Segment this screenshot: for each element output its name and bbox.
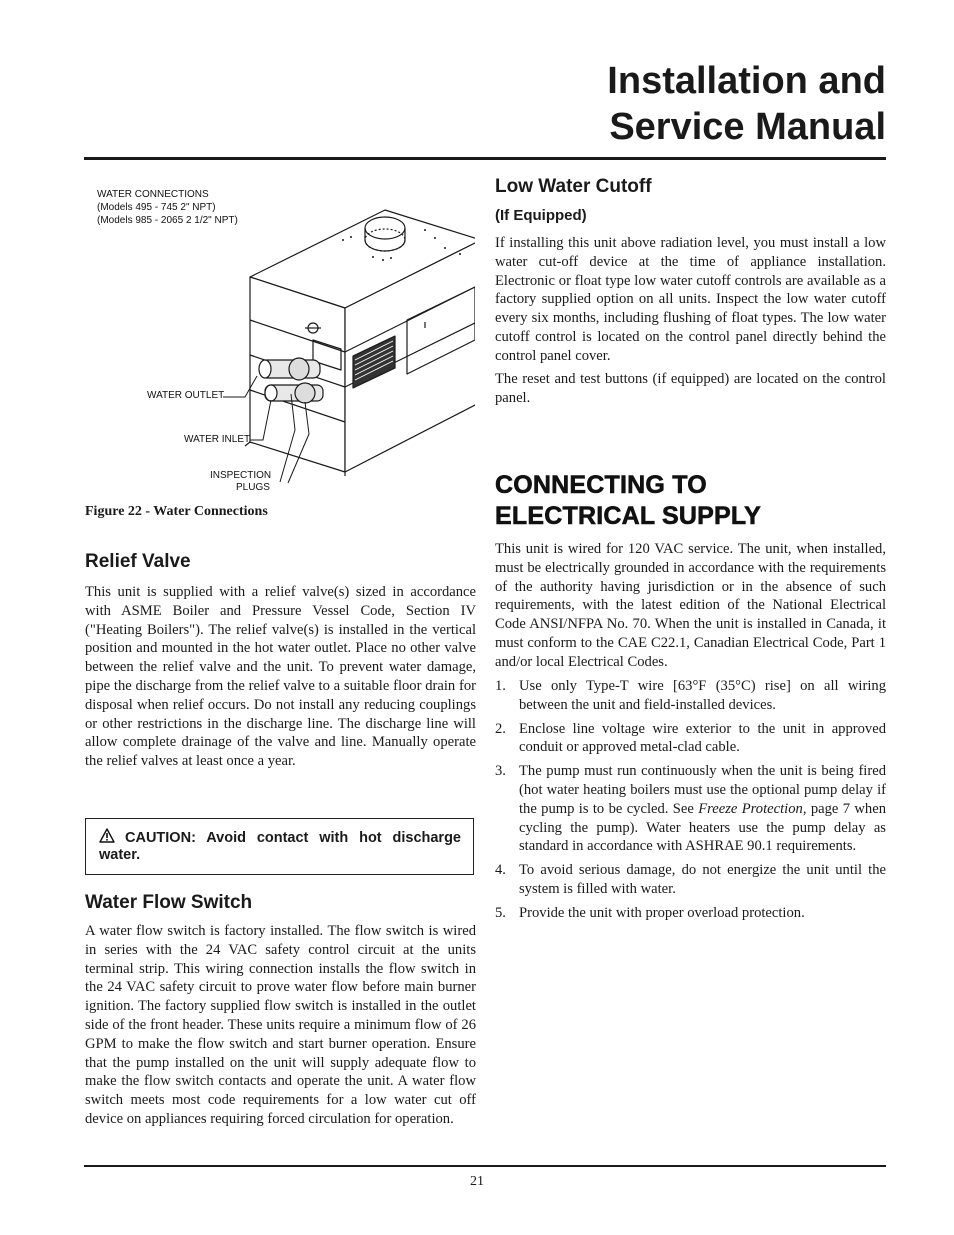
low-water-cutoff-body-1: If installing this unit above radiation level, you must install a low water cut-off device at the time of appliance installation. Electronic or float type low water cutoff controls are available as a factory supplied option on all units. Inspect the low water cutoff every six months, including flushing of float types. The low water cutoff control is located on the control panel directly behind the control panel cover.: [495, 235, 886, 364]
figure-caption: Figure 22 - Water Connections: [85, 504, 268, 519]
water-flow-switch-body: A water flow switch is factory installed. The flow switch is wired in series with the 24 VAC safety control circuit at the units terminal strip. This wiring connection installs the flow switch in the 24 VAC safety circuit to prove water flow before main burner ignition. The factory supplied flow switch is installed in the outlet side of the front header. These units require a minimum flow of 26 GPM to make the flow switch and start burner operation. Ensure that the pump installed on the unit will supply adequate flow to make the flow switch contacts and operate the unit. A water flow switch meets most code requirements for a low water cut off device on appliances requiring forced circulation for operation.: [85, 923, 476, 1127]
caution-box: [85, 818, 474, 875]
electrical-heading-line-2: ELECTRICAL SUPPLY: [495, 502, 761, 530]
page-title: [326, 58, 886, 150]
relief-valve-heading: Relief Valve: [85, 551, 191, 572]
footer-rule: [84, 1165, 886, 1167]
list-item: 1. Use only Type-T wire [63°F (35°C) rise] on all wiring between the unit and field-installed devices.: [495, 678, 886, 713]
freeze-protection-ref: Freeze Protection: [698, 800, 803, 817]
low-water-cutoff-body-2: The reset and test buttons (if equipped) are located on the control panel.: [495, 371, 886, 406]
if-equipped-subheading: (If Equipped): [495, 207, 587, 224]
relief-valve-body: This unit is supplied with a relief valve(s) sized in accordance with ASME Boiler and Pressure Vessel Code, Section IV ("Heating Boilers"). The relief valve(s) is installed in the vertical position and mounted in the hot water outlet. Place no other valve between the relief valve and the unit. To prevent water damage, pipe the discharge from the relief valve to a suitable floor drain for disposal when relief occurs. Do not install any reducing couplings or other restrictions in the discharge line. The discharge line will allow complete drainage of the valve and line. Manually operate the relief valves at least once a year.: [85, 584, 476, 770]
label-models-1: (Models 495 - 745 2" NPT): [97, 202, 216, 213]
label-water-connections: WATER CONNECTIONS: [97, 189, 209, 200]
list-item: 4. To avoid serious damage, do not energize the unit until the system is filled with water.: [495, 862, 886, 897]
title-line-1: Installation and: [607, 60, 886, 102]
electrical-body: This unit is wired for 120 VAC service. The unit, when installed, must be electrically grounded in accordance with the requirements of the authority having jurisdiction or in the absence of such requirements, with the latest edition of the National Electrical Code ANSI/NFPA No. 70. When the unit is installed in Canada, it must conform to the CAE C22.1, Canadian Electrical Code, Part 1 and/or local Electrical Codes.: [495, 541, 886, 670]
label-inspection: INSPECTION: [210, 470, 272, 481]
caution-text: : Avoid contact with hot discharge water.: [99, 830, 461, 863]
water-connections-figure: [95, 180, 475, 500]
boiler-illustration: [95, 180, 475, 500]
header-rule: [84, 157, 886, 160]
list-item: 5. Provide the unit with proper overload protection.: [495, 904, 805, 921]
caution-label: CAUTION: [125, 830, 192, 846]
water-flow-switch-heading: Water Flow Switch: [85, 892, 253, 913]
low-water-cutoff-heading: Low Water Cutoff: [495, 176, 652, 197]
title-line-2: Service Manual: [609, 106, 886, 148]
warning-icon: [99, 828, 115, 843]
electrical-requirements-list: [495, 677, 886, 928]
page-number: 21: [470, 1174, 484, 1189]
label-plugs: PLUGS: [236, 482, 270, 493]
label-water-outlet: WATER OUTLET: [147, 390, 225, 401]
list-item: 3. The pump must run continuously when the unit is being fired (hot water heating boilers must use the optional pump delay if the pump is to be cycled. See Freeze Protection, page 7 when cycling the pump). Water heaters use the pump delay as standard in accordance with ASHRAE 90.1 requirements.: [495, 763, 886, 855]
list-item: 2. Enclose line voltage wire exterior to the unit in approved conduit or approved metal-clad cable.: [495, 720, 886, 756]
label-water-inlet: WATER INLET: [184, 434, 251, 445]
label-models-2: (Models 985 - 2065 2 1/2" NPT): [97, 215, 238, 226]
electrical-heading-line-1: CONNECTING TO: [495, 471, 707, 499]
electrical-supply-heading: [495, 470, 761, 532]
